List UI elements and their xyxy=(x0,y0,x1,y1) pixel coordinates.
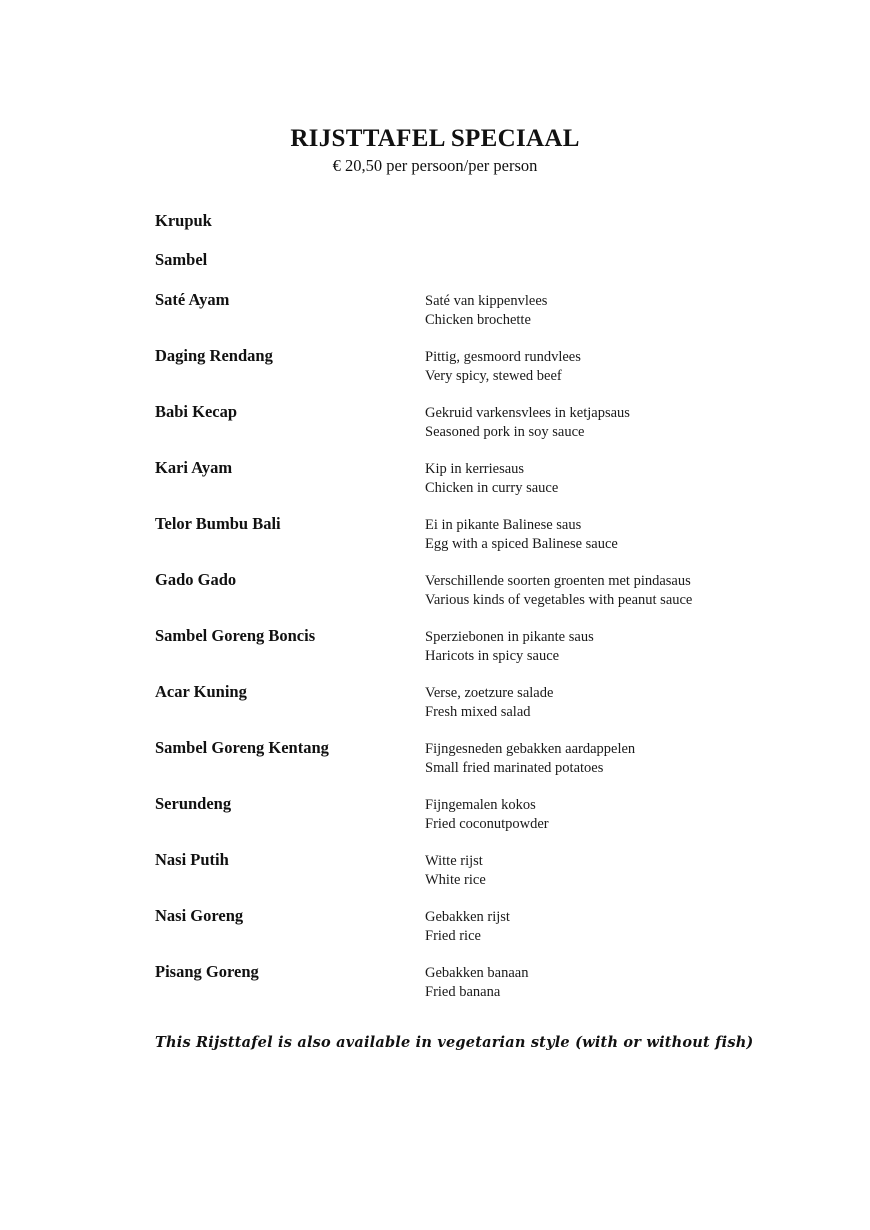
dish-description-dutch: Gebakken rijst xyxy=(425,909,510,925)
dish-name: Krupuk xyxy=(155,211,212,230)
menu-item xyxy=(155,682,795,722)
dish-name: Kari Ayam xyxy=(155,458,233,477)
menu-item xyxy=(155,290,795,330)
dish-description xyxy=(425,684,553,722)
dish-name: Gado Gado xyxy=(155,570,237,589)
menu-item xyxy=(155,962,795,1002)
dish-name: Saté Ayam xyxy=(155,290,230,309)
price-line: € 20,50 per persoon/per person xyxy=(332,156,538,175)
menu-item xyxy=(155,794,795,834)
menu-item xyxy=(155,458,795,498)
menu-item xyxy=(155,570,795,610)
dish-description-english: Haricots in spicy sauce xyxy=(425,648,560,664)
dish-description xyxy=(425,964,528,1002)
dish-description-english: Very spicy, stewed beef xyxy=(425,368,562,384)
dish-name: Acar Kuning xyxy=(155,682,247,701)
menu-item xyxy=(155,738,795,778)
dish-description-dutch: Gebakken banaan xyxy=(425,965,529,981)
page-title: RIJSTTAFEL SPECIAAL xyxy=(290,125,580,152)
dish-description-dutch: Verse, zoetzure salade xyxy=(425,685,554,701)
dish-description-english: White rice xyxy=(425,872,486,888)
menu-item xyxy=(155,250,795,290)
menu-item xyxy=(155,906,795,946)
dish-description-english: Egg with a spiced Balinese sauce xyxy=(425,536,618,552)
dish-name: Sambel Goreng Boncis xyxy=(155,626,316,645)
dish-description-english: Small fried marinated potatoes xyxy=(425,760,604,776)
dish-description-dutch: Fijngesneden gebakken aardappelen xyxy=(425,741,636,757)
dish-description xyxy=(425,740,635,778)
dish-description xyxy=(425,852,486,890)
dish-description-dutch: Fijngemalen kokos xyxy=(425,797,536,813)
dish-description xyxy=(425,572,692,610)
dish-name: Sambel xyxy=(155,250,208,269)
dish-description xyxy=(425,348,581,386)
dish-description xyxy=(425,460,558,498)
dish-description-dutch: Pittig, gesmoord rundvlees xyxy=(425,349,581,365)
dish-description-english: Various kinds of vegetables with peanut sauce xyxy=(425,592,693,608)
dish-name: Telor Bumbu Bali xyxy=(155,514,281,533)
menu-item xyxy=(155,514,795,554)
dish-description xyxy=(425,404,630,442)
dish-description-english: Chicken in curry sauce xyxy=(425,480,559,496)
menu-item xyxy=(155,626,795,666)
menu-item xyxy=(155,346,795,386)
dish-description xyxy=(425,516,618,554)
dish-name: Daging Rendang xyxy=(155,346,273,365)
dish-description-english: Chicken brochette xyxy=(425,312,531,328)
dish-name: Nasi Putih xyxy=(155,850,229,869)
menu-item xyxy=(155,850,795,890)
dish-description-english: Seasoned pork in soy sauce xyxy=(425,424,585,440)
dish-description xyxy=(425,796,549,834)
dish-description-english: Fresh mixed salad xyxy=(425,704,531,720)
dish-description xyxy=(425,908,510,946)
dish-name: Pisang Goreng xyxy=(155,962,259,981)
dish-description-dutch: Sperziebonen in pikante saus xyxy=(425,629,594,645)
dish-description-dutch: Kip in kerriesaus xyxy=(425,461,525,477)
dish-name: Serundeng xyxy=(155,794,232,813)
dish-description-english: Fried banana xyxy=(425,984,501,1000)
dish-description xyxy=(425,292,547,330)
dish-name: Babi Kecap xyxy=(155,402,238,421)
dish-description-dutch: Verschillende soorten groenten met pindasaus xyxy=(425,573,691,589)
menu-item xyxy=(155,211,795,251)
dish-name: Sambel Goreng Kentang xyxy=(155,738,329,757)
vegetarian-note: This Rijsttafel is also available in vegetarian style (with or without fish) xyxy=(155,1034,754,1051)
dish-description-english: Fried rice xyxy=(425,928,481,944)
dish-description xyxy=(425,628,594,666)
dish-description-dutch: Ei in pikante Balinese saus xyxy=(425,517,582,533)
menu-item xyxy=(155,402,795,442)
dish-description-english: Fried coconutpowder xyxy=(425,816,549,832)
dish-description-dutch: Witte rijst xyxy=(425,853,483,869)
dish-name: Nasi Goreng xyxy=(155,906,244,925)
dish-description-dutch: Gekruid varkensvlees in ketjapsaus xyxy=(425,405,630,421)
dish-description-dutch: Saté van kippenvlees xyxy=(425,293,548,309)
